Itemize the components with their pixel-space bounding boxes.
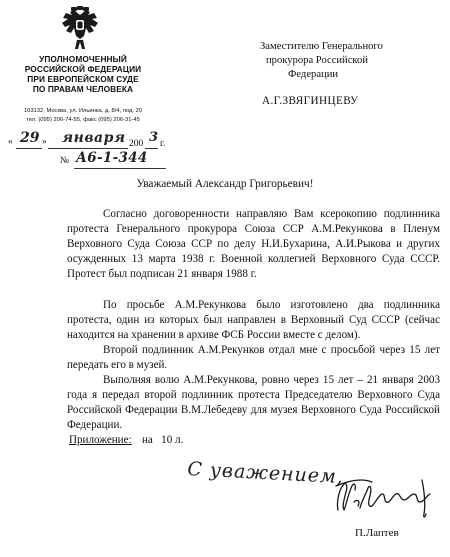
reg-number-underline [74, 168, 166, 169]
recipient-line-3: Федерации [288, 69, 339, 80]
coat-of-arms-emblem [60, 6, 100, 50]
sender-title-line-2: РОССИЙСКОЙ ФЕДЕРАЦИИ [24, 64, 142, 74]
salutation: Уважаемый Александр Григорьевич! [136, 178, 314, 190]
date-month: января [62, 130, 126, 146]
sender-address-line-2: тел. (095) 206-74-55, факс (095) 206-31-45 [26, 117, 140, 123]
sender-title-line-1: УПОЛНОМОЧЕННЫЙ [39, 54, 127, 64]
date-quote-close: » [42, 137, 47, 147]
body-paragraph-2: По просьбе А.М.Рекункова было изготовлено два подлинника протеста, один из которых был направлен в Верховный Суд СССР (сейчас находится на хранении в архиве ФСБ России вместе с делом). [67, 299, 440, 341]
signature-name: П.Лаптев [355, 527, 399, 539]
appendix-value: на 10 л. [142, 434, 184, 446]
date-year-suffix: 3 [149, 130, 159, 145]
date-month-underline [48, 148, 128, 149]
reg-number: А6-1-344 [76, 150, 148, 166]
recipient-line-2: прокурора Российской [266, 55, 369, 66]
date-year-underline [145, 148, 158, 149]
body-paragraph-3: Второй подлинник А.М.Рекунков отдал мне с просьбой через 15 лет передать его в музей. [67, 344, 440, 371]
date-day: 29 [20, 130, 40, 146]
body-paragraph-4: Выполняя волю А.М.Рекункова, ровно через 15 лет – 21 января 2003 года я передал второй подлинник протеста Председателю Верховного Суда Российской Федерации В.М.Лебедеву для музея Верховного Суда Российской Федерации. [67, 374, 440, 431]
handwritten-signature [330, 472, 442, 522]
body-paragraph-1: Согласно договоренности направляю Вам ксерокопию подлинника протеста Генерального прокурора Союза ССР А.М.Рекункова в Пленум Верховного Суда Союза ССР по делу Н.И.Бухарина, А.И.Рыкова и других осужденных 13 марта 1938 г. Военной коллегией Верховного Суда СССР. Протест был подписан 21 января 1988 г. [67, 208, 440, 280]
sender-address-line-1: 103132, Москва, ул. Ильинка, д. 8/4, под. 20 [23, 108, 143, 114]
recipient-name: А.Г.ЗВЯГИНЦЕВУ [262, 95, 359, 107]
date-year-end: г. [160, 139, 166, 149]
date-day-underline [16, 148, 42, 149]
sender-title-line-3: ПРИ ЕВРОПЕЙСКОМ СУДЕ [27, 74, 139, 84]
reg-number-sign: № [60, 156, 70, 166]
recipient-line-1: Заместителю Генерального [260, 41, 383, 52]
closing-handwritten: С уважением, [186, 458, 345, 489]
sender-title-line-4: ПО ПРАВАМ ЧЕЛОВЕКА [32, 84, 134, 94]
appendix-label: Приложение: [69, 434, 132, 446]
date-quote-open: « [8, 137, 13, 147]
date-year-prefix: 200 [129, 139, 144, 149]
